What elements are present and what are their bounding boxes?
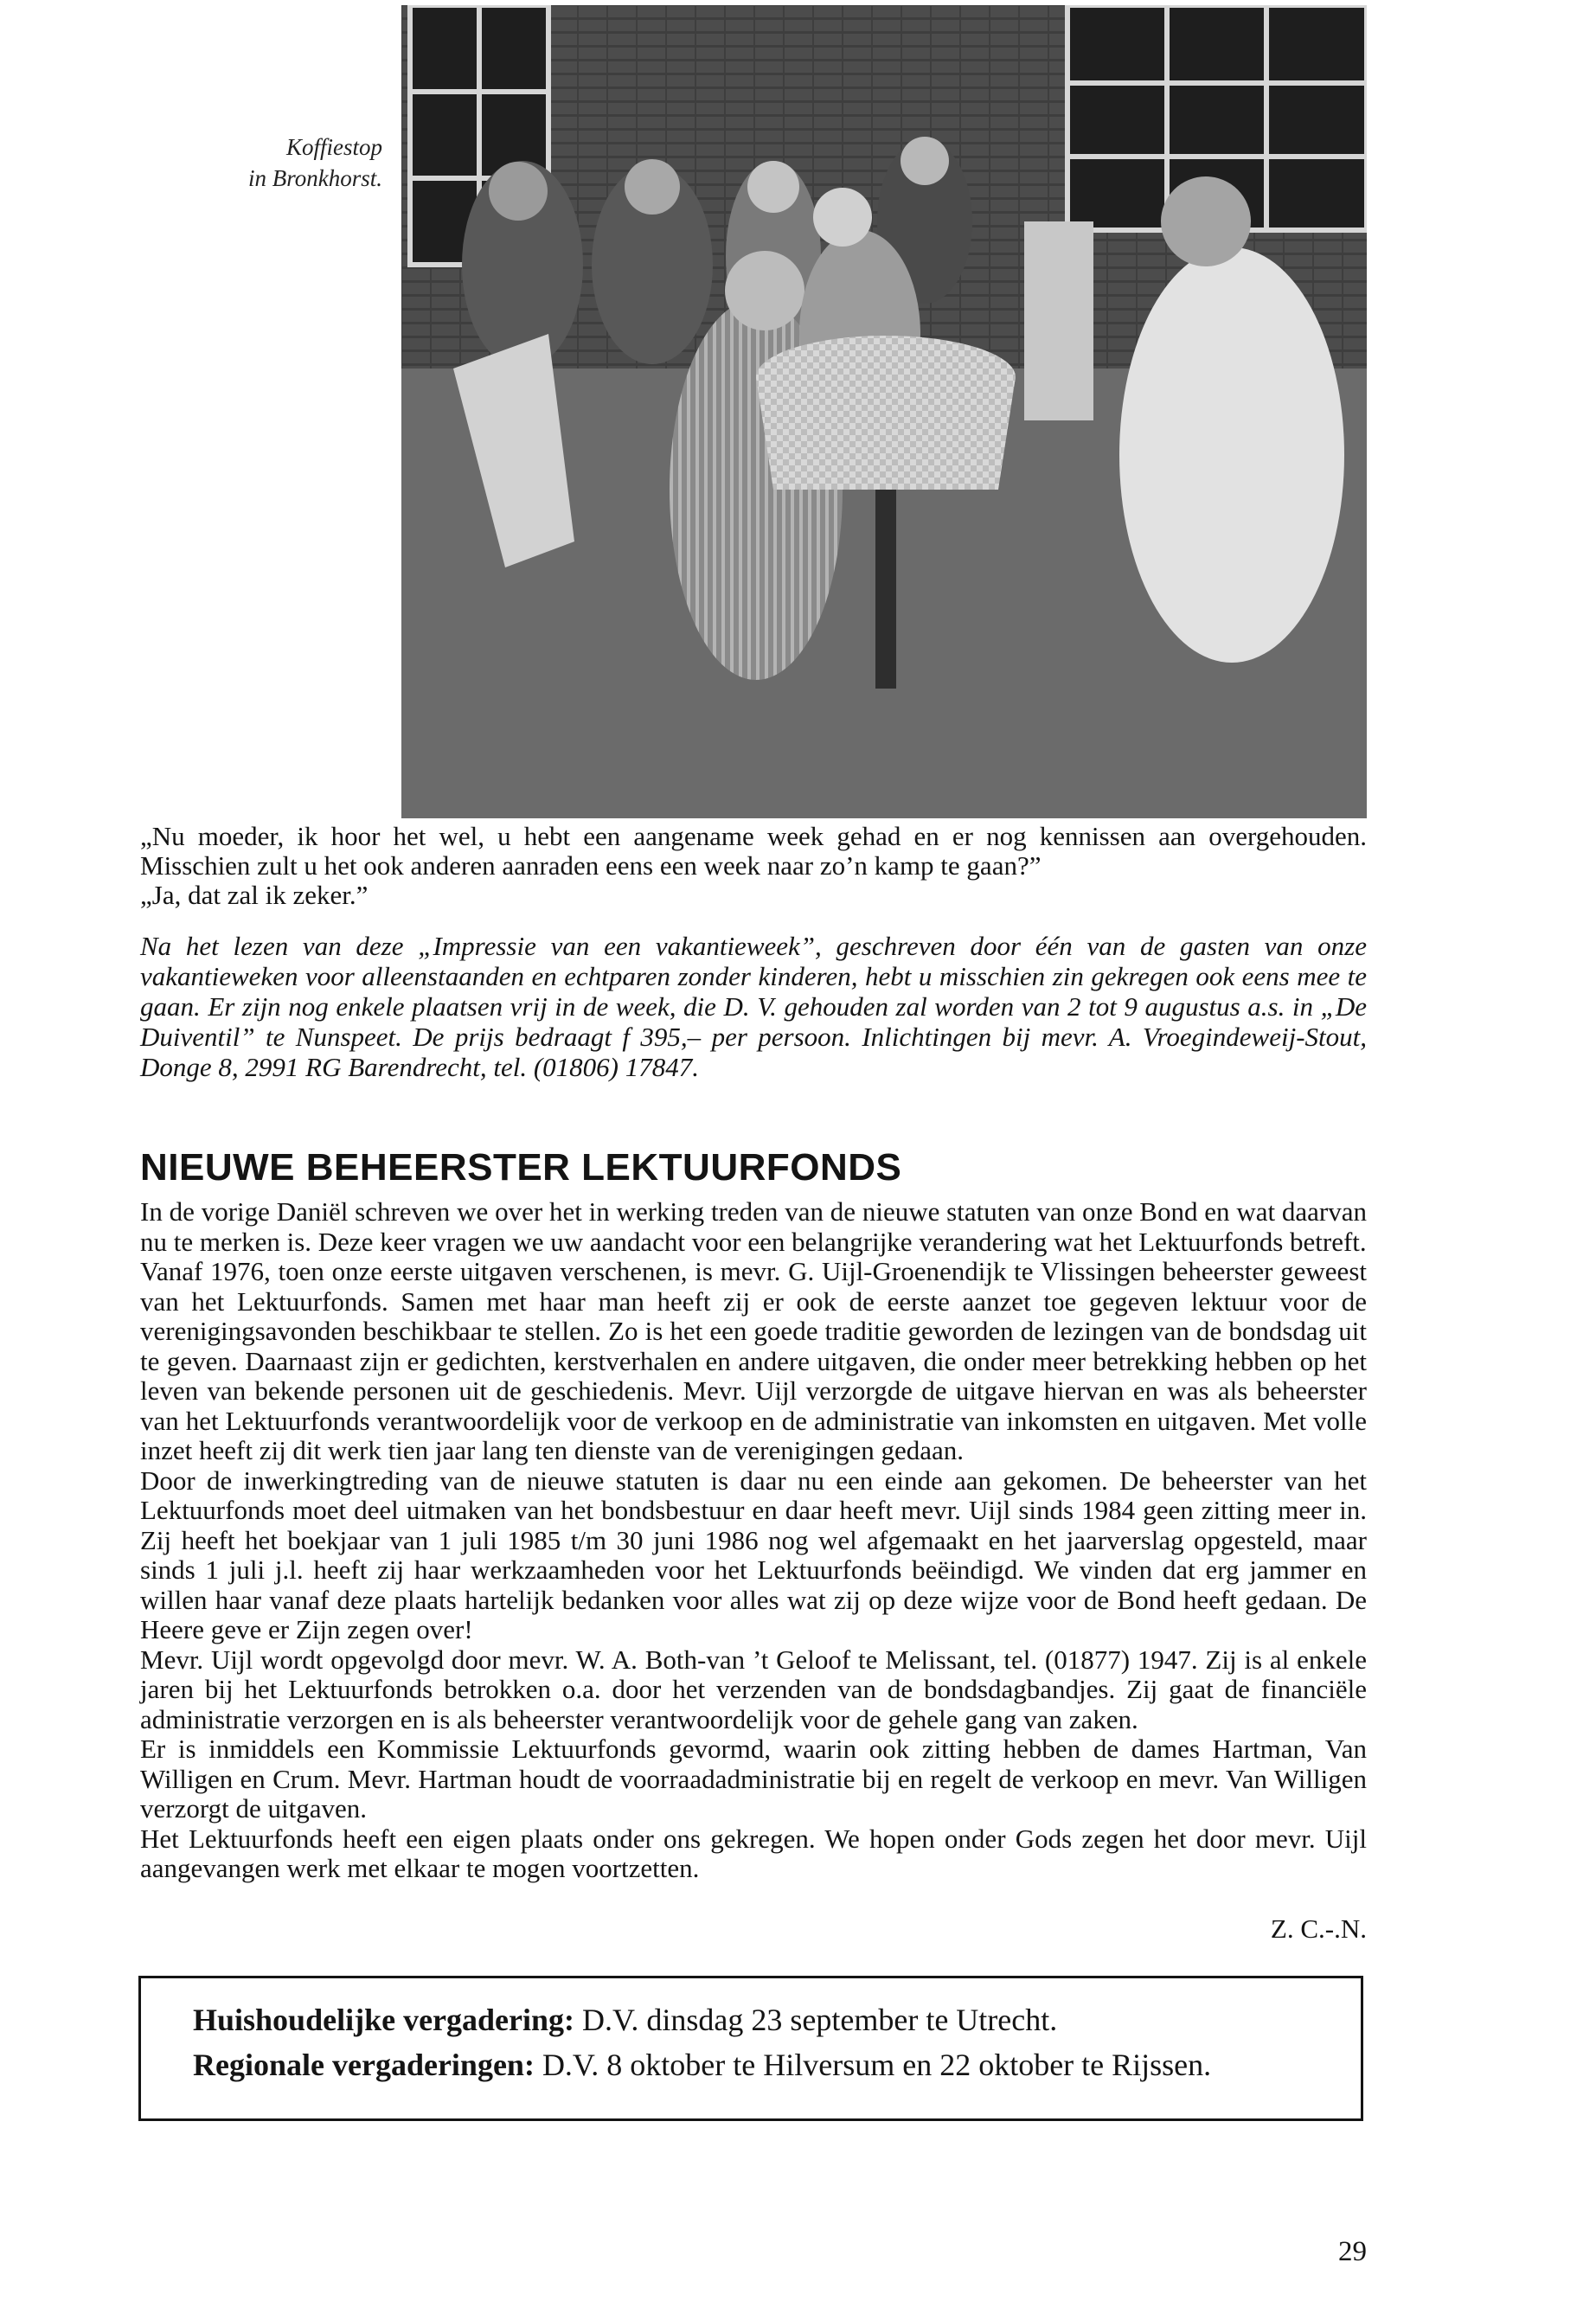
- notice-text: D.V. 8 oktober te Hilversum en 22 oktober te Rijssen.: [542, 2048, 1212, 2082]
- dialogue-line: „Nu moeder, ik hoor het wel, u hebt een aangename week gehad en er nog kennissen aan overgehouden. Misschien zult u het ook anderen aanraden eens een week naar zo’n kamp te gaan?”: [140, 821, 1367, 881]
- article-body: [140, 1197, 1367, 1884]
- notice-line-regional: [193, 2042, 1361, 2087]
- intro-text: Na het lezen van deze „Impressie van een vakantieweek”, geschreven door één van de gasten van onze vakantieweken voor alleenstaanden en echtparen zonder kinderen, hebt u misschien zin gekregen ook eens mee te gaan. Er zijn nog enkele plaatsen vrij in de week, die D. V. gehouden zal worden van 2 tot 9 augustus a.s. in „De Duiventil” te Nunspeet. De prijs bedraagt f 395,– per persoon. Inlichtingen bij mevr. A. Vroegindeweij-Stout, Donge 8, 2991 RG Barendrecht, tel. (01806) 17847.: [140, 931, 1367, 1082]
- meeting-notice-box: [138, 1976, 1363, 2121]
- photo-coffee-stop: [401, 5, 1367, 818]
- article-paragraph: Het Lektuurfonds heeft een eigen plaats onder ons gekregen. We hopen onder Gods zegen het door mevr. Uijl aangevangen werk met elkaar te mogen voortzetten.: [140, 1823, 1367, 1883]
- photo-illustration: [401, 5, 1367, 818]
- article-paragraph: In de vorige Daniël schreven we over het in werking treden van de nieuwe statuten van onze Bond en wat daarvan nu te merken is. Deze keer vragen we uw aandacht voor een belangrijke verandering wat het Lektuurfonds betreft.: [140, 1196, 1367, 1257]
- article-paragraph: Door de inwerkingtreding van de nieuwe statuten is daar nu een einde aan gekomen. De beheerster van het Lektuurfonds moet deel uitmaken van het bondsbestuur en daar heeft mevr. Uijl sinds 1984 geen zitting meer in. Zij heeft het boekjaar van 1 juli 1985 t/m 30 juni 1986 nog wel afgemaakt en het jaarverslag opgesteld, maar sinds 1 juli j.l. heeft zij haar werkzaamheden voor het Lektuurfonds beëindigd. We vinden dat erg jammer en willen haar vanaf deze plaats hartelijk bedanken voor alles wat zij op deze wijze voor de Bond heeft gedaan. De Heere geve er Zijn zegen over!: [140, 1465, 1367, 1644]
- table-cloth-drape: [756, 377, 1016, 490]
- table-leg: [875, 490, 896, 689]
- intro-paragraph: [140, 931, 1367, 1082]
- page-number: 29: [1338, 2236, 1367, 2267]
- article-heading: NIEUWE BEHEERSTER LEKTUURFONDS: [140, 1146, 902, 1189]
- notice-label: Huishoudelijke vergadering:: [193, 2003, 575, 2037]
- notice-line-household: [193, 1997, 1361, 2042]
- photo-caption: [244, 131, 382, 194]
- dialogue-line: „Ja, dat zal ik zeker.”: [140, 880, 369, 910]
- article-paragraph: Mevr. Uijl wordt opgevolgd door mevr. W. A. Both-van ’t Geloof te Melissant, tel. (01877) 1947. Zij is al enkele jaren bij het Lektuurfonds betrokken o.a. door het verzenden van de bondsdagbandjes. Zij gaat de financiële administratie verzorgen en is als beheerster verantwoordelijk voor de gehele gang van zaken.: [140, 1644, 1367, 1734]
- article-paragraph: Er is inmiddels een Kommissie Lektuurfonds gevormd, waarin ook zitting hebben de dames Hartman, Van Willigen en Crum. Mevr. Hartman houdt de voorraadadministratie bij en regelt de verkoop en mevr. Van Willigen verzorgt de uitgaven.: [140, 1734, 1367, 1823]
- caption-line: Koffiestop: [285, 134, 382, 160]
- notice-label: Regionale vergaderingen:: [193, 2048, 535, 2082]
- article-paragraph: Vanaf 1976, toen onze eerste uitgaven verschenen, is mevr. G. Uijl-Groenendijk te Vlissingen beheerster geweest van het Lektuurfonds. Samen met haar man heeft zij er ook de eerste aanzet toe gegeven lektuur voor de verenigingsavonden beschikbaar te stellen. Zo is het een goede traditie geworden de lezingen van de bondsdag uit te geven. Daarnaast zijn er gedichten, kerstverhalen en andere uitgaven, die onder meer betrekking hebben op het leven van bekende personen uit de geschiedenis. Mevr. Uijl verzorgde de uitgave hiervan en was als beheerster van het Lektuurfonds verantwoordelijk voor de verkoop en de administratie van inkomsten en uitgaven. Met volle inzet heeft zij dit werk tien jaar lang ten dienste van de verenigingen gedaan.: [140, 1256, 1367, 1465]
- notice-text: D.V. dinsdag 23 september te Utrecht.: [582, 2003, 1058, 2037]
- dialogue-block: [140, 822, 1367, 910]
- chair-right: [1024, 221, 1093, 420]
- caption-line: in Bronkhorst.: [248, 165, 382, 191]
- article-signature: Z. C.-.N.: [1270, 1913, 1367, 1944]
